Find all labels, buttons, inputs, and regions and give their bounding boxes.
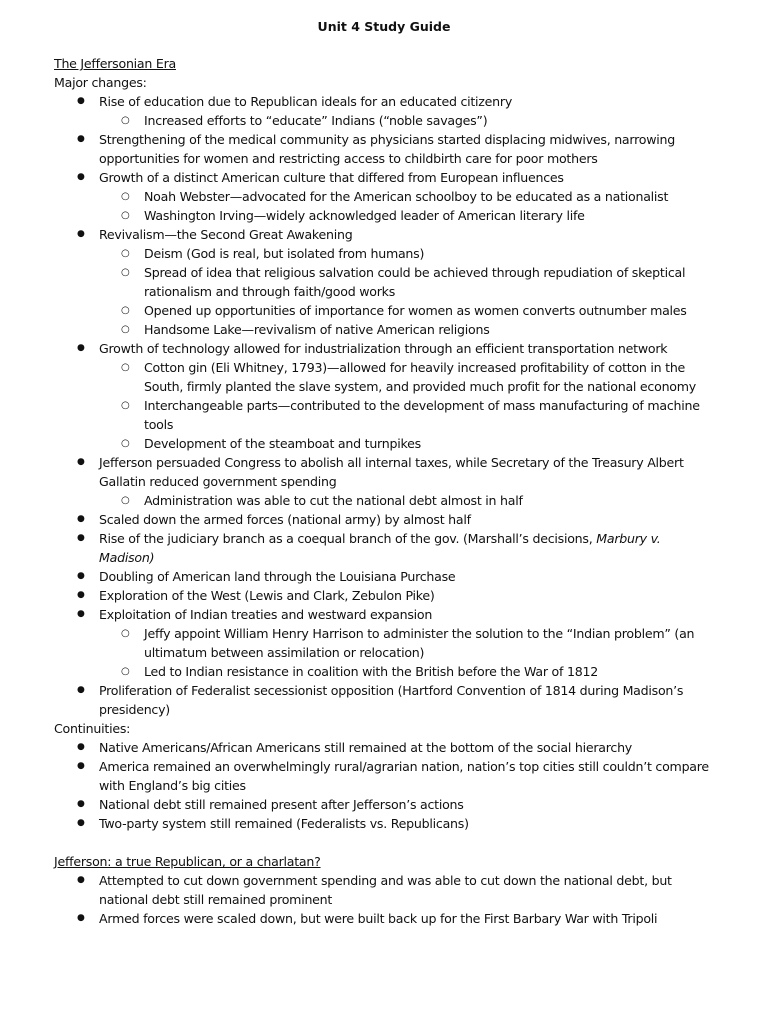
list-item: ● Native Americans/African Americans still remained at the bottom of the social hierarchy	[54, 738, 714, 757]
section-heading-jefferson-republican: Jefferson: a true Republican, or a charlatan?	[54, 854, 321, 869]
jefferson-evaluation-list	[54, 871, 714, 928]
major-changes-label: Major changes:	[54, 75, 147, 90]
sub-list-item: ○ Spread of idea that religious salvation could be achieved through repudiation of skeptical rationalism and through faith/good works	[54, 263, 714, 301]
sub-list-item: ○ Cotton gin (Eli Whitney, 1793)—allowed for heavily increased profitability of cotton in the South, firmly planted the slave system, and provided much profit for the national economy	[54, 358, 714, 396]
sub-list-item: ○ Development of the steamboat and turnpikes	[54, 434, 714, 453]
list-item: ● Doubling of American land through the Louisiana Purchase	[54, 567, 714, 586]
list-item: ● Strengthening of the medical community as physicians started displacing midwives, narrowing opportunities for women and restricting access to childbirth care for poor mothers	[54, 130, 714, 168]
section-heading-jeffersonian-era: The Jeffersonian Era	[54, 56, 176, 71]
list-item: ● Growth of technology allowed for industrialization through an efficient transportation network ○ Cotton gin (Eli Whitney, 1793)—allowed for heavily increased profitability of cotton in the South, firmly planted the slave system, and provided much profit for the national economy ○ Interchangeable parts—contributed to the development of mass manufacturing of machine tools ○ Development of the steamboat and turnpikes	[54, 339, 714, 453]
continuities-label: Continuities:	[54, 721, 131, 736]
continuities-list	[54, 738, 714, 833]
sub-list-item: ○ Washington Irving—widely acknowledged leader of American literary life	[54, 206, 714, 225]
sub-list-item: ○ Noah Webster—advocated for the American schoolboy to be educated as a nationalist	[54, 187, 714, 206]
sub-list-item: ○ Interchangeable parts—contributed to the development of mass manufacturing of machine tools	[54, 396, 714, 434]
list-item: ● Proliferation of Federalist secessionist opposition (Hartford Convention of 1814 during Madison’s presidency)	[54, 681, 714, 719]
sub-list-item: ○ Handsome Lake—revivalism of native American religions	[54, 320, 714, 339]
sub-list-item: ○ Opened up opportunities of importance for women as women converts outnumber males	[54, 301, 714, 320]
list-item: ● Attempted to cut down government spending and was able to cut down the national debt, but national debt still remained prominent	[54, 871, 714, 909]
list-item: ● Rise of the judiciary branch as a coequal branch of the gov. (Marshall’s decisions, Marbury v. Madison)	[54, 529, 714, 567]
major-changes-list	[54, 92, 714, 719]
page-title: Unit 4 Study Guide	[317, 19, 451, 34]
list-item: ● Rise of education due to Republican ideals for an educated citizenry ○ Increased efforts to “educate” Indians (“noble savages”)	[54, 92, 714, 130]
sub-list-item: ○ Administration was able to cut the national debt almost in half	[54, 491, 714, 510]
list-item: ● Growth of a distinct American culture that differed from European influences ○ Noah Webster—advocated for the American schoolboy to be educated as a nationalist ○ Washington Irving—widely acknowledged leader of American literary life	[54, 168, 714, 225]
case-name-italic: Marbury v. Madison)	[99, 531, 661, 565]
document-body	[54, 54, 714, 928]
list-item: ● Scaled down the armed forces (national army) by almost half	[54, 510, 714, 529]
list-item: ● Exploration of the West (Lewis and Clark, Zebulon Pike)	[54, 586, 714, 605]
list-item: ● Jefferson persuaded Congress to abolish all internal taxes, while Secretary of the Treasury Albert Gallatin reduced government spending ○ Administration was able to cut the national debt almost in half	[54, 453, 714, 510]
list-item: ● Two-party system still remained (Federalists vs. Republicans)	[54, 814, 714, 833]
list-item: ● Armed forces were scaled down, but were built back up for the First Barbary War with Tripoli	[54, 909, 714, 928]
sub-list-item: ○ Increased efforts to “educate” Indians (“noble savages”)	[54, 111, 714, 130]
sub-list-item: ○ Led to Indian resistance in coalition with the British before the War of 1812	[54, 662, 714, 681]
list-item: ● Revivalism—the Second Great Awakening ○ Deism (God is real, but isolated from humans) ○ Spread of idea that religious salvation could be achieved through repudiation of skeptical rationalism and through faith/good works ○ Opened up opportunities of importance for women as women converts outnumber males ○ Handsome Lake—revivalism of native American religions	[54, 225, 714, 339]
list-item: ● National debt still remained present after Jefferson’s actions	[54, 795, 714, 814]
sub-list-item: ○ Jeffy appoint William Henry Harrison to administer the solution to the “Indian problem” (an ultimatum between assimilation or relocation)	[54, 624, 714, 662]
list-item: ● Exploitation of Indian treaties and westward expansion ○ Jeffy appoint William Henry Harrison to administer the solution to the “Indian problem” (an ultimatum between assimilation or relocation) ○ Led to Indian resistance in coalition with the British before the War of 1812	[54, 605, 714, 681]
sub-list-item: ○ Deism (God is real, but isolated from humans)	[54, 244, 714, 263]
list-item: ● America remained an overwhelmingly rural/agrarian nation, nation’s top cities still couldn’t compare with England’s big cities	[54, 757, 714, 795]
